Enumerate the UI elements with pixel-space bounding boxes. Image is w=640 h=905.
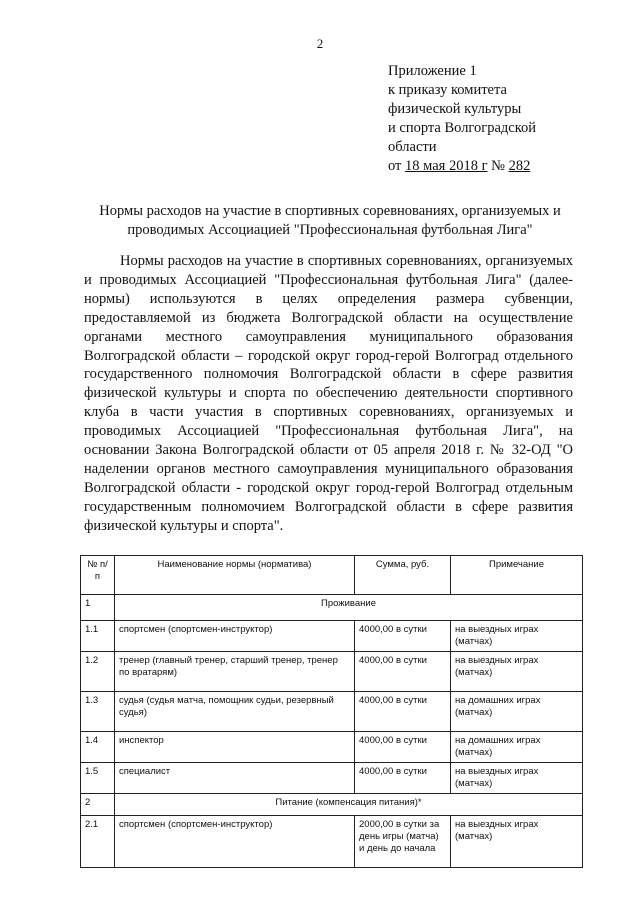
table-header-row — [81, 556, 583, 595]
appendix-line: Приложение 1 — [388, 63, 477, 79]
section-row — [81, 794, 583, 816]
row-num: 1.5 — [81, 763, 115, 794]
row-name: спортсмен (спортсмен-инструктор) — [115, 816, 355, 868]
table-row — [81, 621, 583, 652]
row-num: 1.1 — [81, 621, 115, 652]
table-row — [81, 732, 583, 763]
row-note: на выездных играх (матчах) — [451, 621, 583, 652]
row-sum: 4000,00 в сутки — [355, 621, 451, 652]
section-title: Проживание — [115, 595, 583, 621]
table-row — [81, 763, 583, 794]
row-note: на домашних играх (матчах) — [451, 732, 583, 763]
section-num: 1 — [81, 595, 115, 621]
row-num: 1.2 — [81, 652, 115, 692]
appendix-line: и спорта Волгоградской — [388, 120, 537, 136]
col-header-sum: Сумма, руб. — [355, 556, 451, 595]
row-name: инспектор — [115, 732, 355, 763]
col-header-note: Примечание — [451, 556, 583, 595]
appendix-line: к приказу комитета — [388, 82, 507, 98]
row-sum: 4000,00 в сутки — [355, 692, 451, 732]
title-line: Нормы расходов на участие в спортивных соревнованиях, организуемых и — [99, 203, 561, 219]
row-name: спортсмен (спортсмен-инструктор) — [115, 621, 355, 652]
row-sum: 4000,00 в сутки — [355, 652, 451, 692]
row-num: 1.3 — [81, 692, 115, 732]
intro-paragraph: Нормы расходов на участие в спортивных соревнованиях, организуемых и проводимых Ассоциацией "Профессиональная футбольная Лига" (далее-нормы) используются в целях определения размера субвенции, предоставляемой из бюджета Волгоградской области на осуществление органами местного самоуправления муниципального образования Волгоградской области – городской округ город-герой Волгоград отдельного государственного полномочия Волгоградской области в сфере развития физической культуры и спорта по обеспечению деятельности спортивного клуба в части участия в спортивных соревнованиях, организуемых и проводимых Ассоциацией "Профессиональная футбольная Лига", на основании Закона Волгоградской области от 05 апреля 2018 г. № 32-ОД "О наделении органов местного самоуправления муниципального образования Волгоградской области - городской округ город-герой Волгоград отдельным государственным полномочием Волгоградской области в сфере развития физической культуры и спорта". — [84, 253, 573, 534]
title-line: проводимых Ассоциацией "Профессиональная футбольная Лига" — [127, 222, 533, 238]
appendix-order-line — [388, 157, 536, 176]
document-title — [70, 202, 590, 240]
row-note: на выездных играх (матчах) — [451, 763, 583, 794]
row-num: 2.1 — [81, 816, 115, 868]
section-row — [81, 595, 583, 621]
row-num: 1.4 — [81, 732, 115, 763]
norms-table — [80, 555, 583, 868]
table-row — [81, 652, 583, 692]
row-note: на домашних играх (матчах) — [451, 692, 583, 732]
row-sum: 4000,00 в сутки — [355, 763, 451, 794]
number-sign: № — [491, 158, 506, 174]
appendix-from: от — [388, 158, 402, 174]
appendix-line: физической культуры — [388, 101, 522, 117]
col-header-name: Наименование нормы (норматива) — [115, 556, 355, 595]
row-sum: 4000,00 в сутки — [355, 732, 451, 763]
table-row — [81, 816, 583, 868]
row-name: судья (судья матча, помощник судьи, резервный судья) — [115, 692, 355, 732]
section-num: 2 — [81, 794, 115, 816]
order-number: 282 — [508, 158, 531, 174]
row-name: специалист — [115, 763, 355, 794]
appendix-block — [388, 62, 536, 176]
row-sum: 2000,00 в сутки за день игры (матча) и день до начала — [355, 816, 451, 868]
table-row — [81, 692, 583, 732]
row-note: на выездных играх (матчах) — [451, 652, 583, 692]
order-date: 18 мая 2018 г — [405, 158, 488, 174]
row-note: на выездных играх (матчах) — [451, 816, 583, 868]
col-header-num: № п/п — [81, 556, 115, 595]
page-number: 2 — [316, 36, 324, 51]
appendix-line: области — [388, 139, 437, 155]
row-name: тренер (главный тренер, старший тренер, тренер по вратарям) — [115, 652, 355, 692]
section-title: Питание (компенсация питания)* — [115, 794, 583, 816]
